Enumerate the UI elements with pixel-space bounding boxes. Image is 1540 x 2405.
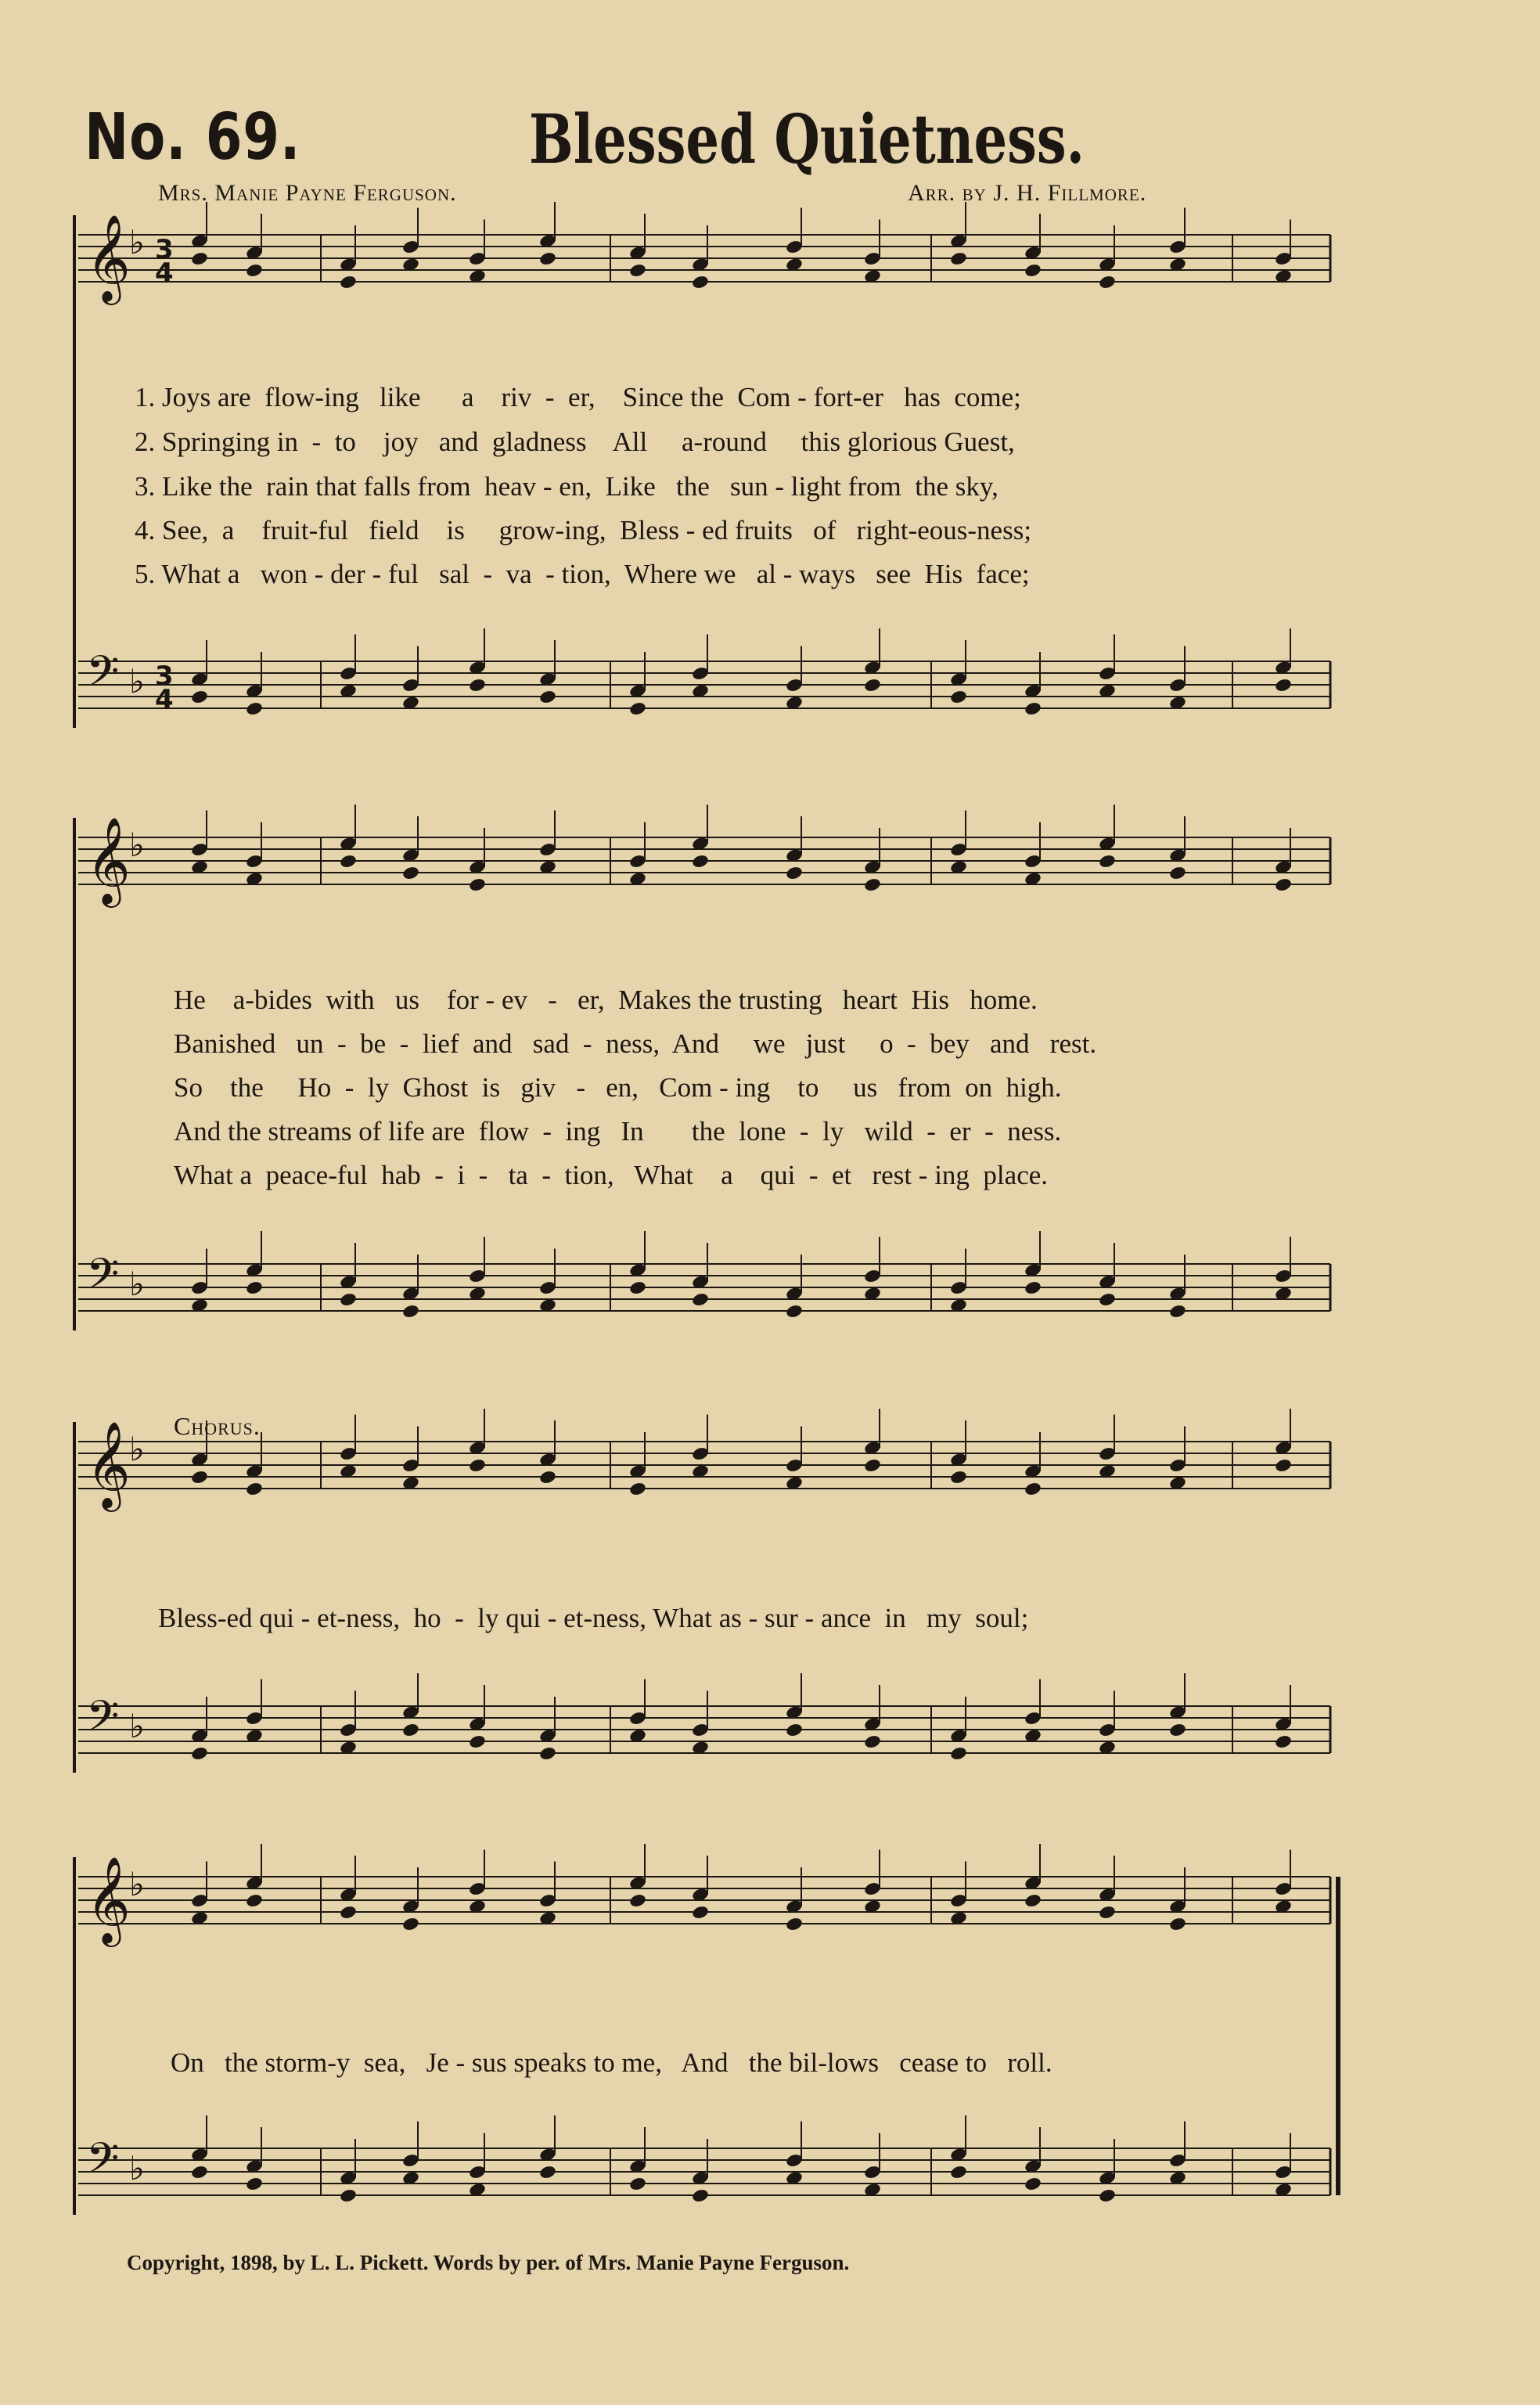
system-4-bass-note	[1098, 2188, 1117, 2204]
system-3-treble-note	[863, 1458, 882, 1474]
verse-4-part-2: And the streams of life are flow - ing In the lone - ly wild - er - ness.	[174, 1116, 1062, 1147]
system-4-bass-note	[245, 2176, 264, 2192]
system-3-treble-clef: 𝄞	[86, 1420, 131, 1508]
system-2-bass-note	[339, 1292, 358, 1308]
system-4-treble-note	[1024, 1893, 1042, 1909]
system-3-treble-note	[1024, 1482, 1042, 1497]
chorus-lyric-1: Bless-ed qui - et-ness, ho - ly qui - et-ness, What as - sur - ance in my soul;	[158, 1603, 1029, 1633]
system-4-bass-note	[949, 2165, 968, 2180]
system-3-treble-note	[1274, 1458, 1293, 1474]
system-4-treble-note	[245, 1893, 264, 1909]
system-4-bass-note	[190, 2165, 209, 2180]
system-3-bass-clef: 𝄢	[86, 1691, 120, 1752]
system-4-bass-note	[628, 2176, 647, 2192]
system-2-treble-note	[1168, 866, 1187, 881]
system-4-treble-note	[1098, 1905, 1117, 1921]
chorus-label: Chorus.	[174, 1412, 261, 1440]
verse-3-part-1: 3. Like the rain that falls from heav - en, Like the sun - light from the sky,	[135, 471, 998, 502]
system-4-treble-clef-flat: ♭	[129, 1865, 145, 1903]
system-2-bass-clef-flat: ♭	[129, 1265, 145, 1303]
system-2-treble-note	[1098, 854, 1117, 869]
verse-4-part-1: 4. See, a fruit-ful field is grow-ing, Bless - ed fruits of right-eous-ness;	[135, 515, 1032, 545]
system-3-bass-note	[538, 1746, 557, 1762]
chorus-lyric-2: On the storm-y sea, Je - sus speaks to me, And the bil-lows cease to roll.	[171, 2047, 1052, 2078]
system-3-bass-note	[468, 1734, 487, 1750]
system-1-bass-note	[468, 678, 487, 693]
system-3-bass-note	[949, 1746, 968, 1762]
system-2-treble-note	[785, 866, 804, 881]
time-signature-numerator: 3	[155, 661, 174, 692]
system-1-treble-note	[691, 275, 710, 290]
system-3-bass-note	[401, 1723, 420, 1738]
system-4-treble-clef: 𝄞	[86, 1856, 131, 1943]
system-3-treble-note	[949, 1470, 968, 1485]
system-2-bass-note	[691, 1292, 710, 1308]
system-4-bass-note	[339, 2188, 358, 2204]
system-1-bass-note	[949, 689, 968, 705]
system-2-bass-note	[1098, 1292, 1117, 1308]
system-4-bass-note	[1024, 2176, 1042, 2192]
verse-2-part-2: Banished un - be - lief and sad - ness, And we just o - bey and rest.	[174, 1028, 1097, 1059]
system-2-bass-note	[1168, 1304, 1187, 1320]
hymn-title: Blessed Quietness.	[529, 100, 1085, 179]
system-4-bass-clef-flat: ♭	[129, 2149, 145, 2187]
system-3-treble-note	[190, 1470, 209, 1485]
author-credit: Mrs. Manie Payne Ferguson.	[158, 180, 457, 206]
system-2-bass-note	[245, 1280, 264, 1296]
system-1-bass-clef-flat: ♭	[129, 662, 145, 700]
system-2-treble-clef: 𝄞	[86, 816, 131, 904]
time-signature-numerator: 3	[155, 234, 174, 265]
system-3-treble-note	[468, 1458, 487, 1474]
system-1-treble-note	[538, 251, 557, 267]
system-3-bass-note	[1168, 1723, 1187, 1738]
system-1-bass-note	[538, 689, 557, 705]
system-4-treble-note	[628, 1893, 647, 1909]
system-2-bass-note	[785, 1304, 804, 1320]
system-2-treble-note	[468, 877, 487, 893]
system-1-treble-note	[339, 275, 358, 290]
system-2-treble-note	[691, 854, 710, 869]
system-1-treble-note	[1098, 275, 1117, 290]
system-2-treble-note	[863, 877, 882, 893]
system-4-treble-note	[785, 1917, 804, 1932]
verse-1-part-1: 1. Joys are flow-ing like a riv - er, Since the Com - fort-er has come;	[135, 382, 1021, 412]
verse-1-part-2: He a-bides with us for - ev - er, Makes the trusting heart His home.	[174, 985, 1038, 1015]
system-1-treble-note	[628, 263, 647, 279]
system-1-bass-note	[245, 701, 264, 717]
system-3-treble-clef-flat: ♭	[129, 1430, 145, 1468]
system-4-treble-note	[1168, 1917, 1187, 1932]
system-1-treble-clef: 𝄞	[86, 214, 131, 301]
system-4-treble-note	[691, 1905, 710, 1921]
system-1-treble-note	[1024, 263, 1042, 279]
system-3-bass-note	[863, 1734, 882, 1750]
verse-5-part-2: What a peace-ful hab - i - ta - tion, What a qui - et rest - ing place.	[174, 1160, 1049, 1190]
system-1-bass-note	[1024, 701, 1042, 717]
system-1-treble-note	[245, 263, 264, 279]
system-4-treble-note	[401, 1917, 420, 1932]
system-1-bass-note	[628, 701, 647, 717]
system-3-bass-note	[785, 1723, 804, 1738]
system-2-treble-note	[401, 866, 420, 881]
hymn-number: No. 69.	[85, 100, 301, 175]
system-2-treble-clef-flat: ♭	[129, 826, 145, 864]
verse-5-part-1: 5. What a won - der - ful sal - va - tion, Where we al - ways see His face;	[135, 559, 1030, 589]
system-3-bass-clef-flat: ♭	[129, 1707, 145, 1745]
time-signature-denominator: 4	[155, 257, 174, 289]
system-3-treble-note	[628, 1482, 647, 1497]
system-2-bass-note	[628, 1280, 647, 1296]
system-4-bass-clef: 𝄢	[86, 2133, 120, 2194]
system-3-bass-note	[190, 1746, 209, 1762]
system-1-treble-note	[949, 251, 968, 267]
system-1-bass-note	[190, 689, 209, 705]
system-2-treble-note	[1274, 877, 1293, 893]
system-1-treble-note	[190, 251, 209, 267]
system-3-treble-note	[245, 1482, 264, 1497]
time-signature-denominator: 4	[155, 684, 174, 715]
verse-3-part-2: So the Ho - ly Ghost is giv - en, Com - ing to us from on high.	[174, 1072, 1062, 1103]
copyright-footer: Copyright, 1898, by L. L. Pickett. Words by per. of Mrs. Manie Payne Ferguson.	[127, 2251, 850, 2274]
system-2-bass-clef: 𝄢	[86, 1249, 120, 1309]
system-4-treble-note	[339, 1905, 358, 1921]
system-4-bass-note	[691, 2188, 710, 2204]
system-2-bass-note	[401, 1304, 420, 1320]
arranger-credit: Arr. by J. H. Fillmore.	[908, 180, 1147, 206]
system-1-bass-clef: 𝄢	[86, 646, 120, 707]
system-1-bass-note	[1274, 678, 1293, 693]
system-1-bass-note	[863, 678, 882, 693]
system-4-bass-note	[538, 2165, 557, 2180]
system-2-bass-note	[1024, 1280, 1042, 1296]
verse-2-part-1: 2. Springing in - to joy and gladness All a-round this glorious Guest,	[135, 427, 1015, 457]
system-2-treble-note	[339, 854, 358, 869]
system-1-treble-clef-flat: ♭	[129, 223, 145, 261]
system-3-treble-note	[538, 1470, 557, 1485]
system-3-bass-note	[1274, 1734, 1293, 1750]
